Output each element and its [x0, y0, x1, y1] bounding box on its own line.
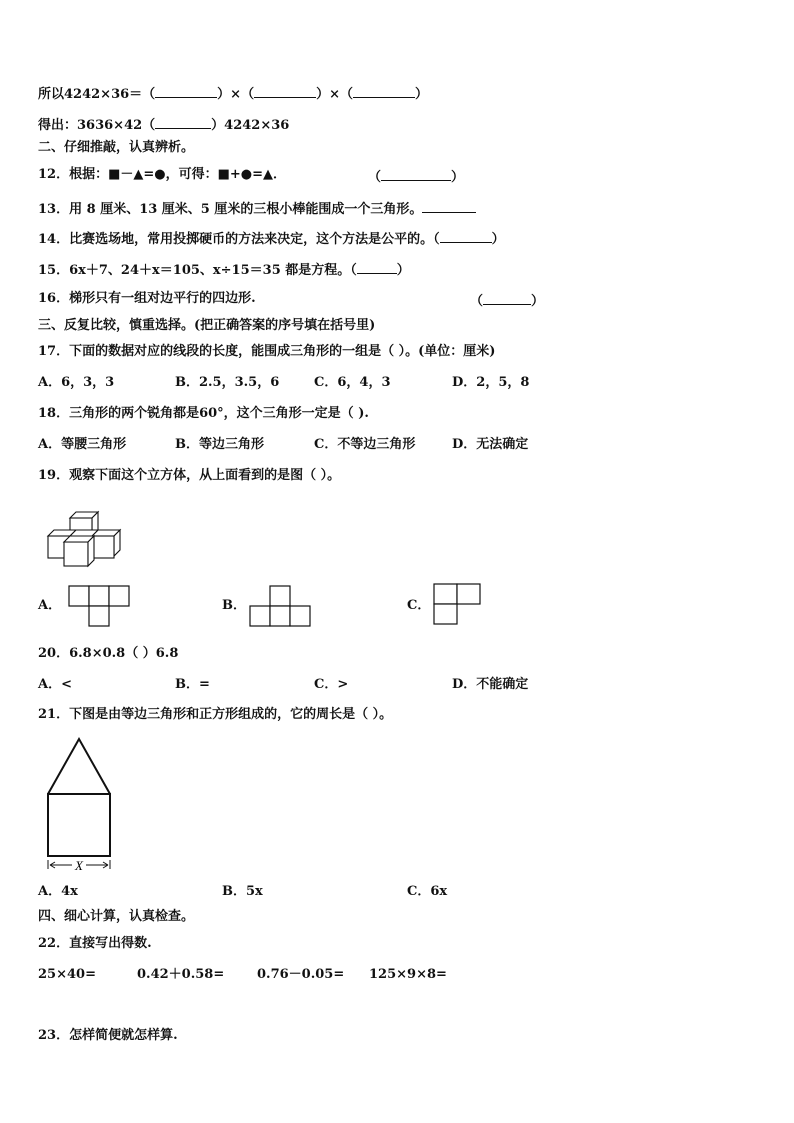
q20-option-a[interactable]: A．<	[38, 677, 72, 692]
question-14	[38, 229, 505, 248]
text: ）	[531, 294, 545, 309]
q18-option-d[interactable]: D．无法确定	[452, 437, 529, 452]
question-23: 23．怎样简便就怎样算.	[38, 1028, 178, 1043]
answer-blank-14[interactable]	[440, 229, 492, 243]
question-12: 12．根据：■－▲=●，可得：■+●=▲．	[38, 167, 287, 182]
q19-figure-b	[249, 585, 311, 627]
question-13	[38, 199, 476, 218]
q17-option-a[interactable]: A．6，3，3	[38, 375, 115, 390]
equation-line-2	[38, 115, 289, 134]
question-12-answer	[368, 167, 464, 186]
text: 得出：3636×42（	[38, 118, 156, 133]
house-shape-figure	[42, 737, 118, 871]
text: ）	[491, 232, 505, 247]
q17-option-c[interactable]: C．6，4，3	[314, 375, 391, 390]
question-16: 16．梯形只有一组对边平行的四边形.	[38, 291, 256, 306]
answer-blank-2[interactable]	[254, 84, 316, 98]
cube-stack-figure	[44, 504, 124, 568]
calc-item-1: 25×40=	[38, 967, 96, 982]
calc-item-2: 0.42＋0.58=	[137, 967, 225, 982]
answer-blank-4[interactable]	[155, 115, 211, 129]
x-label: X	[75, 858, 83, 873]
calc-item-4: 125×9×8=	[369, 967, 447, 982]
q18-option-a[interactable]: A．等腰三角形	[38, 437, 127, 452]
q21-option-b[interactable]: B．5x	[222, 884, 263, 899]
text: ）	[396, 263, 410, 278]
question-19: 19．观察下面这个立方体，从上面看到的是图（ ）。	[38, 468, 341, 483]
question-16-answer	[470, 291, 544, 310]
text: （	[368, 170, 382, 185]
section-4-heading: 四、细心计算，认真检查。	[38, 909, 195, 924]
text: ）	[414, 87, 428, 102]
text: 14．比赛选场地，常用投掷硬币的方法来决定，这个方法是公平的。（	[38, 232, 440, 247]
answer-blank-15[interactable]	[357, 260, 397, 274]
text: 13．用 8 厘米、13 厘米、5 厘米的三根小棒能围成一个三角形。	[38, 202, 423, 217]
answer-blank-1[interactable]	[155, 84, 217, 98]
q19-option-c[interactable]: C．	[407, 598, 431, 613]
question-22: 22．直接写出得数.	[38, 936, 152, 951]
question-20: 20．6.8×0.8（ ）6.8	[38, 646, 179, 661]
section-2-heading: 二、仔细推敲，认真辨析。	[38, 140, 195, 155]
q21-option-a[interactable]: A．4x	[38, 884, 78, 899]
answer-blank-12[interactable]	[381, 167, 451, 181]
q18-option-b[interactable]: B．等边三角形	[175, 437, 264, 452]
q19-figure-c	[433, 583, 481, 625]
text: 15．6x＋7、24＋x＝105、x÷15＝35 都是方程。（	[38, 263, 357, 278]
q17-option-b[interactable]: B．2.5，3.5，6	[175, 375, 280, 390]
q19-option-b[interactable]: B．	[222, 598, 246, 613]
q20-option-d[interactable]: D．不能确定	[452, 677, 529, 692]
equation-line-1	[38, 84, 428, 103]
q19-figure-a	[68, 585, 130, 627]
q18-option-c[interactable]: C．不等边三角形	[314, 437, 416, 452]
question-18: 18．三角形的两个锐角都是60°，这个三角形一定是（ ).	[38, 406, 369, 421]
text: ）×（	[316, 87, 353, 102]
question-21: 21．下图是由等边三角形和正方形组成的，它的周长是（ ）。	[38, 707, 393, 722]
answer-blank-16[interactable]	[483, 291, 531, 305]
text: ）4242×36	[211, 118, 290, 133]
text: （	[470, 294, 484, 309]
q17-option-d[interactable]: D．2，5，8	[452, 375, 530, 390]
q21-option-c[interactable]: C．6x	[407, 884, 448, 899]
question-15	[38, 260, 410, 279]
q20-option-b[interactable]: B．=	[175, 677, 210, 692]
q19-option-a[interactable]: A．	[38, 598, 62, 613]
text: ）	[451, 170, 465, 185]
text: 所以4242×36＝（	[38, 87, 156, 102]
answer-blank-13[interactable]	[422, 199, 476, 213]
answer-blank-3[interactable]	[353, 84, 415, 98]
calc-item-3: 0.76－0.05=	[257, 967, 345, 982]
q20-option-c[interactable]: C．>	[314, 677, 349, 692]
text: ）×（	[217, 87, 255, 102]
question-17: 17．下面的数据对应的线段的长度，能围成三角形的一组是（ ）。(单位：厘米)	[38, 344, 496, 359]
section-3-heading: 三、反复比较，慎重选择。(把正确答案的序号填在括号里)	[38, 318, 376, 333]
